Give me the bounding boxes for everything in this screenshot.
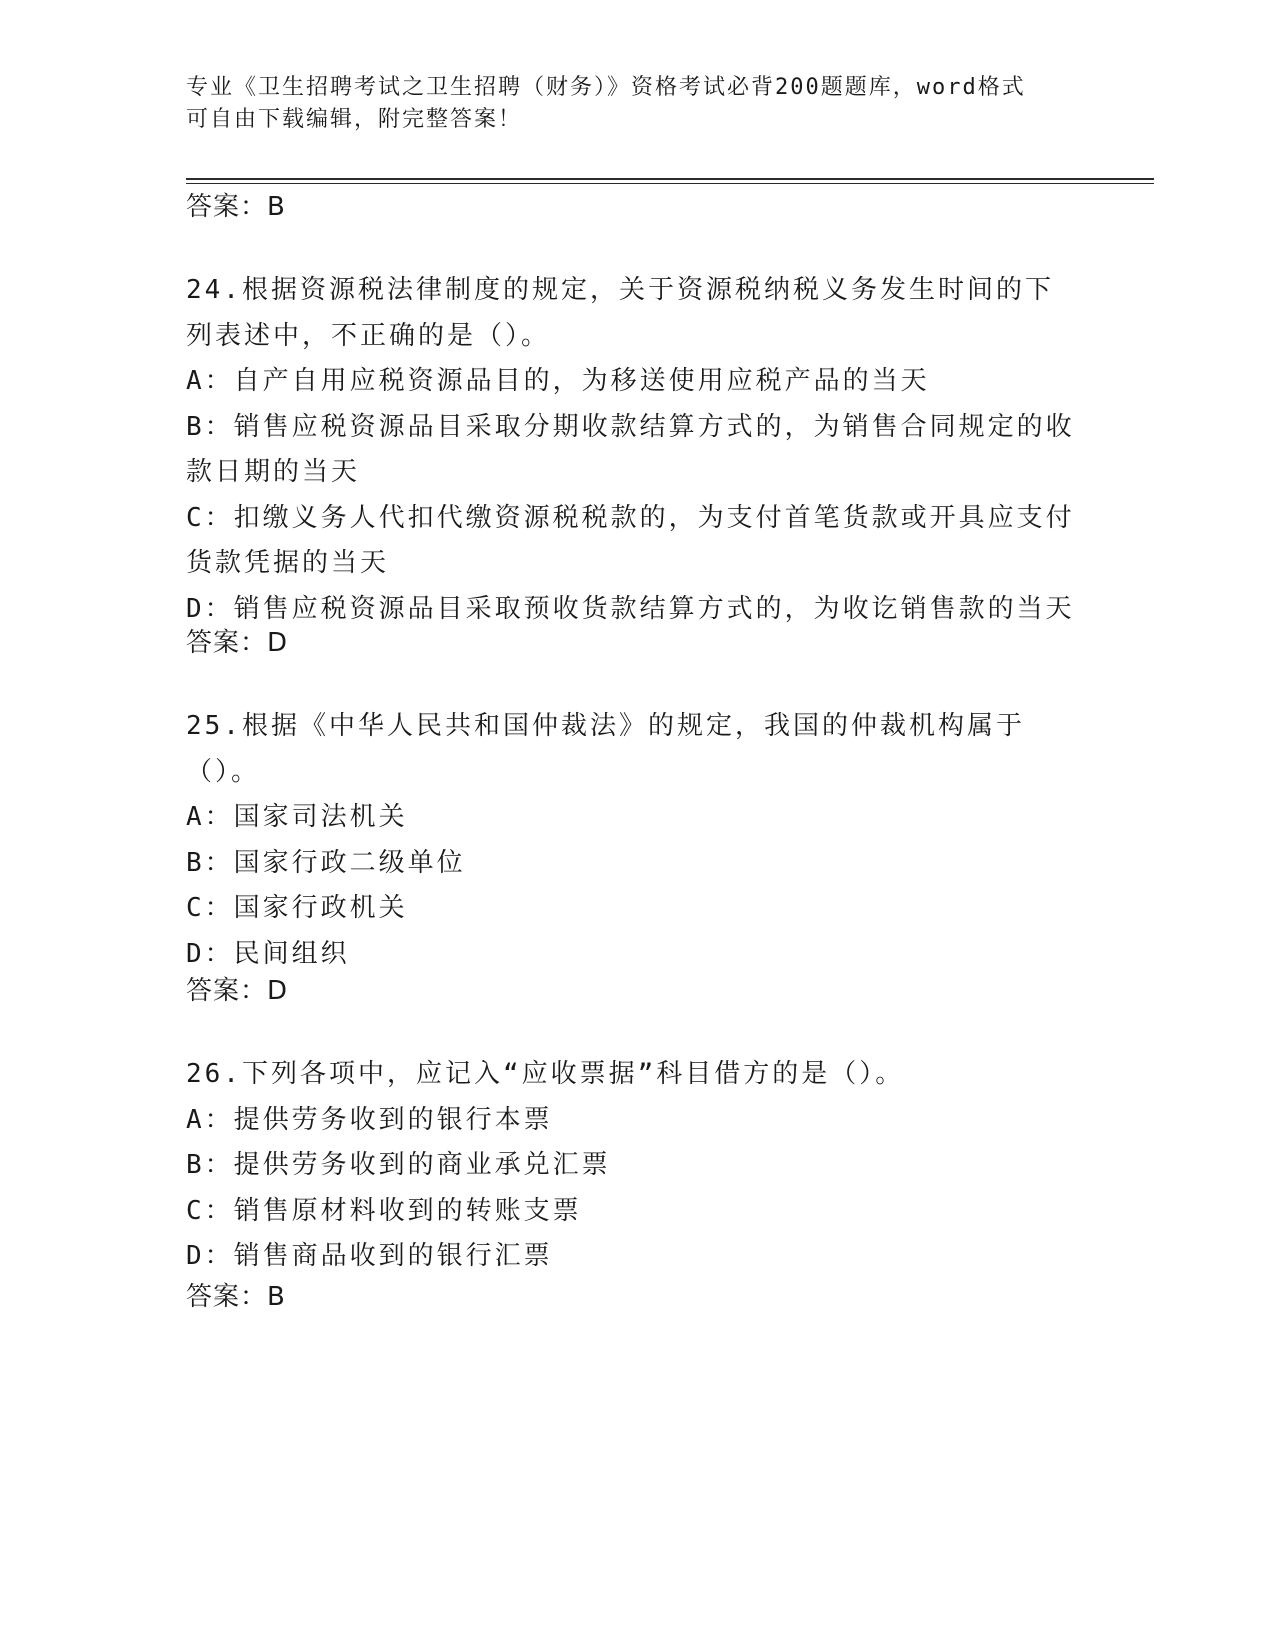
option-a: A：自产自用应税资源品目的，为移送使用应税产品的当天 — [186, 366, 930, 396]
option-d: D：销售应税资源品目采取预收货款结算方式的，为收讫销售款的当天 — [186, 593, 1075, 624]
answer-q25: 答案：D — [186, 976, 289, 1006]
question-stem: 24.根据资源税法律制度的规定，关于资源税纳税义务发生时间的下列表述中，不正确的是（）。 — [186, 275, 1054, 351]
question-stem: 25.根据《中华人民共和国仲裁法》的规定，我国的仲裁机构属于（）。 — [186, 711, 1025, 787]
option-c: C：销售原材料收到的转账支票 — [186, 1195, 582, 1226]
option-b: B：销售应税资源品目采取分期收款结算方式的，为销售合同规定的收款日期的当天 — [186, 411, 1075, 487]
answer-q26: 答案：B — [186, 1282, 286, 1312]
header-line-1: 专业《卫生招聘考试之卫生招聘（财务）》资格考试必背200题题库，word格式 — [186, 75, 1026, 100]
question-stem: 26.下列各项中，应记入“应收票据”科目借方的是（）。 — [186, 1059, 905, 1089]
header-divider-thin — [186, 183, 1154, 184]
option-c: C：国家行政机关 — [186, 893, 408, 923]
option-c: C：扣缴义务人代扣代缴资源税税款的，为支付首笔货款或开具应支付货款凭据的当天 — [186, 502, 1075, 578]
option-d: D：销售商品收到的银行汇票 — [186, 1241, 553, 1271]
question-25 — [186, 704, 1076, 977]
option-a: A：提供劳务收到的银行本票 — [186, 1104, 553, 1135]
header-line-2: 可自由下载编辑，附完整答案！ — [186, 107, 523, 132]
option-a: A：国家司法机关 — [186, 802, 408, 832]
header-divider-thick — [186, 178, 1154, 180]
answer-q23: 答案：B — [186, 192, 286, 222]
question-26 — [186, 1052, 1076, 1280]
document-header — [186, 72, 1066, 136]
option-d: D：民间组织 — [186, 938, 350, 969]
answer-q24: 答案：D — [186, 628, 289, 658]
question-24 — [186, 268, 1076, 632]
option-b: B：国家行政二级单位 — [186, 847, 466, 878]
option-b: B：提供劳务收到的商业承兑汇票 — [186, 1150, 611, 1180]
